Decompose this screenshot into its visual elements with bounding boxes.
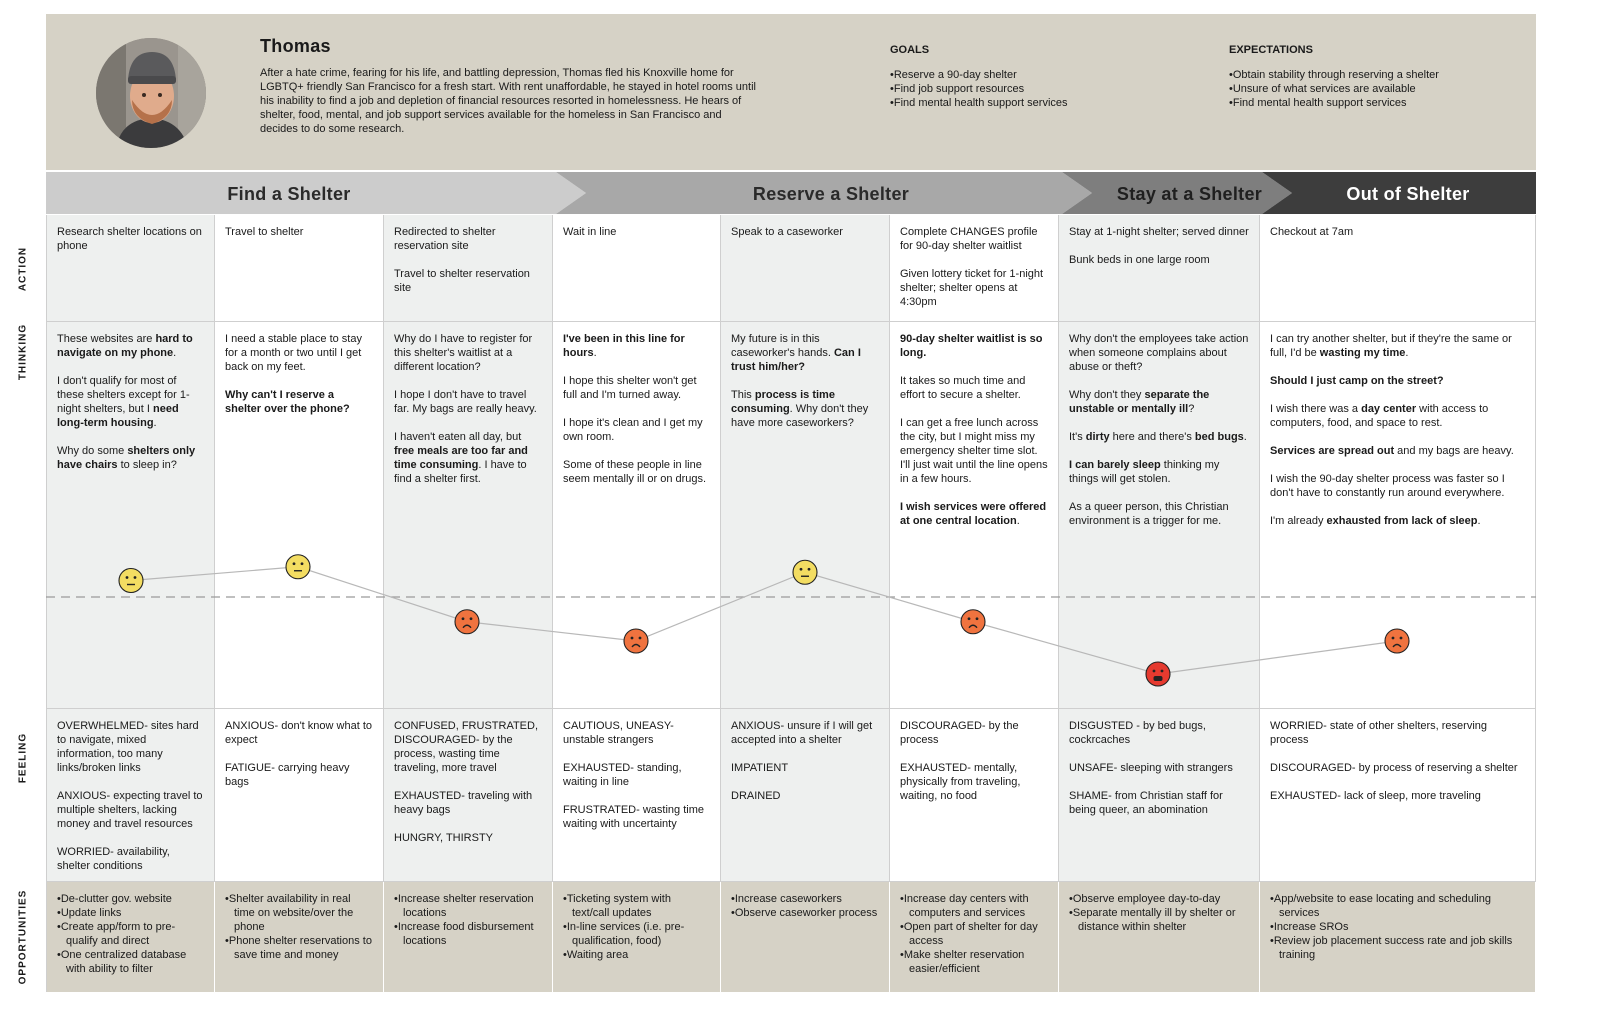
thinking-fragment: I hope it's clean and I get my own room. bbox=[563, 417, 703, 443]
opportunity-item: • Shelter availability in real time on website/over the phone bbox=[225, 892, 373, 934]
action-text: Travel to shelter reservation site bbox=[394, 268, 530, 294]
thinking-emphasis: exhausted from lack of sleep bbox=[1326, 515, 1478, 527]
opportunities-list bbox=[1069, 892, 1249, 934]
opportunities-cell bbox=[1059, 882, 1260, 992]
opportunities-cell bbox=[721, 882, 890, 992]
opportunities-list bbox=[1270, 892, 1525, 962]
opportunities-list bbox=[225, 892, 373, 962]
row-label-feeling: FEELING bbox=[17, 732, 29, 784]
thinking-text bbox=[394, 430, 542, 486]
thinking-fragment: Some of these people in line seem mentally ill or on drugs. bbox=[563, 459, 707, 485]
feeling-text: DISCOURAGED- by the process bbox=[900, 720, 1019, 746]
opportunities-list bbox=[563, 892, 710, 962]
opportunity-item: • Increase food disbursement locations bbox=[394, 920, 542, 948]
thinking-fragment: It takes so much time and effort to secure a shelter. bbox=[900, 375, 1026, 401]
row-label-opportunities: OPPORTUNITIES bbox=[17, 889, 29, 985]
thinking-text bbox=[57, 332, 204, 360]
thinking-text bbox=[394, 388, 542, 416]
thinking-fragment: I can get a free lunch across the city, but I might miss my emergency shelter time slot. I'll just wait until the line opens in a few hours. bbox=[900, 417, 1048, 485]
opportunity-item: • Create app/form to pre-qualify and direct bbox=[57, 920, 204, 948]
thinking-text bbox=[1270, 514, 1525, 528]
thinking-emphasis: I can barely sleep bbox=[1069, 459, 1161, 471]
thinking-text bbox=[394, 332, 542, 374]
feeling-text: HUNGRY, THIRSTY bbox=[394, 832, 494, 844]
opportunity-item: • De-clutter gov. website bbox=[57, 892, 204, 906]
thinking-text bbox=[1069, 458, 1249, 486]
persona-name: Thomas bbox=[260, 36, 331, 56]
opportunities-list bbox=[731, 892, 879, 920]
feeling-text: UNSAFE- sleeping with strangers bbox=[1069, 762, 1233, 774]
action-text: Speak to a caseworker bbox=[731, 226, 843, 238]
thinking-fragment: . bbox=[1477, 515, 1481, 527]
thinking-text bbox=[225, 388, 373, 416]
phase-find-a-shelter: Find a Shelter bbox=[227, 184, 351, 204]
feeling-text: OVERWHELMED- sites hard to navigate, mixed information, too many links/broken links bbox=[57, 720, 199, 774]
thinking-fragment: As a queer person, this Christian environment is a trigger for me. bbox=[1069, 501, 1229, 527]
action-cell bbox=[721, 215, 890, 322]
thinking-text bbox=[563, 374, 710, 402]
row-label-action: ACTION bbox=[17, 246, 29, 291]
opportunities-list bbox=[394, 892, 542, 948]
thinking-fragment: to sleep in? bbox=[117, 459, 177, 471]
opportunities-cell bbox=[890, 882, 1059, 992]
opportunities-cell bbox=[1260, 882, 1536, 992]
opportunity-item: • Review job placement success rate and job skills training bbox=[1270, 934, 1525, 962]
thinking-emphasis: I wish services were offered at one central location bbox=[900, 501, 1047, 527]
feeling-cell bbox=[1059, 708, 1260, 882]
thinking-emphasis: hard to navigate on my phone bbox=[57, 333, 193, 359]
opportunity-item: • Make shelter reservation easier/efficient bbox=[900, 948, 1048, 976]
action-cell bbox=[1059, 215, 1260, 322]
expectation-item: • Unsure of what services are available bbox=[1229, 82, 1529, 96]
thinking-emphasis: day center bbox=[1361, 403, 1417, 415]
thinking-emphasis: free meals are too far and time consuming bbox=[394, 445, 528, 471]
action-text: Research shelter locations on phone bbox=[57, 226, 202, 252]
opportunity-item: • One centralized database with ability to filter bbox=[57, 948, 204, 976]
opportunities-list bbox=[900, 892, 1048, 976]
feeling-text: ANXIOUS- unsure if I will get accepted into a shelter bbox=[731, 720, 873, 746]
thinking-fragment: Why do I have to register for this shelter's waitlist at a different location? bbox=[394, 333, 533, 373]
thinking-fragment: I hope this shelter won't get full and I'm turned away. bbox=[563, 375, 697, 401]
thinking-fragment: I wish the 90-day shelter process was faster so I don't have to constantly run around everywhere. bbox=[1270, 473, 1505, 499]
thinking-text bbox=[1069, 500, 1249, 528]
thinking-text bbox=[1270, 332, 1525, 360]
opportunity-item: • Open part of shelter for day access bbox=[900, 920, 1048, 948]
thinking-emphasis: bed bugs bbox=[1194, 431, 1244, 443]
thinking-emphasis: need long-term housing bbox=[57, 403, 179, 429]
action-text: Wait in line bbox=[563, 226, 617, 238]
goal-item: • Find job support resources bbox=[890, 82, 1210, 96]
opportunity-item: • Separate mentally ill by shelter or distance within shelter bbox=[1069, 906, 1249, 934]
thinking-cell bbox=[553, 322, 721, 708]
thinking-fragment: . bbox=[1016, 515, 1020, 527]
feeling-text: DISGUSTED - by bed bugs, cockrcaches bbox=[1069, 720, 1206, 746]
thinking-fragment: I hope I don't have to travel far. My bags are really heavy. bbox=[394, 389, 537, 415]
thinking-cell bbox=[721, 322, 890, 708]
thinking-text bbox=[57, 374, 204, 430]
thinking-text bbox=[1069, 388, 1249, 416]
thinking-fragment: I wish there was a bbox=[1270, 403, 1362, 415]
thinking-text bbox=[563, 332, 710, 360]
feeling-text: SHAME- from Christian staff for being queer, an abomination bbox=[1069, 790, 1223, 816]
thinking-fragment: . Why don't they have more caseworkers? bbox=[731, 403, 869, 429]
feeling-cell bbox=[1260, 708, 1536, 882]
action-cell bbox=[890, 215, 1059, 322]
feeling-text: FRUSTRATED- wasting time waiting with uncertainty bbox=[563, 804, 704, 830]
thinking-emphasis: Why can't I reserve a shelter over the phone? bbox=[225, 389, 350, 415]
action-text: Redirected to shelter reservation site bbox=[394, 226, 496, 252]
thinking-cell bbox=[1260, 322, 1536, 708]
thinking-text bbox=[731, 388, 879, 430]
feeling-text: IMPATIENT bbox=[731, 762, 789, 774]
feeling-cell bbox=[384, 708, 553, 882]
action-cell bbox=[215, 215, 384, 322]
feeling-text: WORRIED- availability, shelter conditions bbox=[57, 846, 170, 872]
feeling-text: DRAINED bbox=[731, 790, 781, 802]
thinking-emphasis: dirty bbox=[1085, 431, 1110, 443]
thinking-text bbox=[563, 458, 710, 486]
action-text: Bunk beds in one large room bbox=[1069, 254, 1210, 266]
opportunity-item: • Observe employee day-to-day bbox=[1069, 892, 1249, 906]
action-text: Checkout at 7am bbox=[1270, 226, 1354, 238]
thinking-emphasis: shelters only have chairs bbox=[57, 445, 196, 471]
thinking-fragment: ? bbox=[1188, 403, 1195, 415]
opportunities-cell bbox=[553, 882, 721, 992]
thinking-fragment: . bbox=[173, 347, 177, 359]
thinking-fragment: . bbox=[1243, 431, 1247, 443]
thinking-emphasis: wasting my time bbox=[1319, 347, 1406, 359]
thinking-emphasis: Can I trust him/her? bbox=[731, 347, 861, 373]
feeling-text: EXHAUSTED- mentally, physically from traveling, waiting, no food bbox=[900, 762, 1021, 802]
phase-stay-at-a-shelter: Stay at a Shelter bbox=[1116, 184, 1263, 204]
thinking-fragment: . I have to find a shelter first. bbox=[394, 459, 527, 485]
thinking-cell bbox=[46, 322, 215, 708]
action-text: Given lottery ticket for 1-night shelter; shelter opens at 4:30pm bbox=[900, 268, 1044, 308]
thinking-text bbox=[225, 332, 373, 374]
feeling-text: EXHAUSTED- traveling with heavy bags bbox=[394, 790, 533, 816]
thinking-text bbox=[1069, 430, 1249, 444]
thinking-cell bbox=[384, 322, 553, 708]
thinking-fragment: Why don't the employees take action when someone complains about abuse or theft? bbox=[1069, 333, 1249, 373]
thinking-text bbox=[1069, 332, 1249, 374]
action-text: Stay at 1-night shelter; served dinner bbox=[1069, 226, 1249, 238]
thinking-cell bbox=[1059, 322, 1260, 708]
opportunity-item: • Increase SROs bbox=[1270, 920, 1525, 934]
thinking-fragment: I don't qualify for most of these shelters except for 1-night shelters, but I bbox=[57, 375, 190, 415]
opportunities-list bbox=[57, 892, 204, 976]
thinking-fragment: These websites are bbox=[57, 333, 156, 345]
thinking-fragment: thinking my things will get stolen. bbox=[1069, 459, 1220, 485]
persona-bio: After a hate crime, fearing for his life, and battling depression, Thomas fled his Knoxville home for LGBTQ+ friendly San Francisco for a fresh start. With rent unaffordable, he stayed in hotel rooms until his inability to find a job and depletion of financial resources resorted in homelessness. He hears of shelter, food, mental, and job support services available for the homeless in San Francisco and decides to do some research. bbox=[260, 67, 756, 135]
opportunity-item: • Update links bbox=[57, 906, 204, 920]
phase-out-of-shelter: Out of Shelter bbox=[1346, 184, 1470, 204]
expectation-item: • Obtain stability through reserving a shelter bbox=[1229, 68, 1529, 82]
opportunity-item: • Increase shelter reservation locations bbox=[394, 892, 542, 920]
feeling-cell bbox=[553, 708, 721, 882]
thinking-fragment: . bbox=[593, 347, 597, 359]
opportunity-item: • Increase caseworkers bbox=[731, 892, 879, 906]
feeling-text: EXHAUSTED- standing, waiting in line bbox=[563, 762, 682, 788]
thinking-fragment: here and there's bbox=[1109, 431, 1195, 443]
thinking-text bbox=[1270, 374, 1525, 388]
row-label-thinking: THINKING bbox=[17, 323, 29, 381]
thinking-fragment: I need a stable place to stay for a month or two until I get back on my feet. bbox=[225, 333, 362, 373]
opportunity-item: • Phone shelter reservations to save time and money bbox=[225, 934, 373, 962]
thinking-fragment: with access to computers, food, and space to rest. bbox=[1270, 403, 1489, 429]
feeling-text: FATIGUE- carrying heavy bags bbox=[225, 762, 350, 788]
feeling-text: DISCOURAGED- by process of reserving a shelter bbox=[1270, 762, 1518, 774]
thinking-emphasis: Should I just camp on the street? bbox=[1270, 375, 1444, 387]
thinking-emphasis: 90-day shelter waitlist is so long. bbox=[900, 333, 1043, 359]
opportunity-item: • Ticketing system with text/call updates bbox=[563, 892, 710, 920]
thinking-cell bbox=[890, 322, 1059, 708]
opportunities-cell bbox=[384, 882, 553, 992]
goals-title: GOALS bbox=[890, 44, 930, 56]
goal-item: • Find mental health support services bbox=[890, 96, 1210, 110]
opportunity-item: • Increase day centers with computers and services bbox=[900, 892, 1048, 920]
feeling-cell bbox=[46, 708, 215, 882]
thinking-fragment: It's bbox=[1069, 431, 1086, 443]
goal-item: • Reserve a 90-day shelter bbox=[890, 68, 1210, 82]
thinking-emphasis: I've been in this line for hours bbox=[563, 333, 685, 359]
thinking-text bbox=[57, 444, 204, 472]
thinking-text bbox=[900, 374, 1048, 402]
thinking-text bbox=[1270, 402, 1525, 430]
thinking-text bbox=[563, 416, 710, 444]
feeling-cell bbox=[721, 708, 890, 882]
thinking-fragment: . bbox=[1405, 347, 1409, 359]
action-cell bbox=[1260, 215, 1536, 322]
thinking-fragment: I haven't eaten all day, but bbox=[394, 431, 522, 443]
thinking-fragment: I can try another shelter, but if they're the same or full, I'd be bbox=[1270, 333, 1512, 359]
action-text: Travel to shelter bbox=[225, 226, 304, 238]
thinking-text bbox=[900, 332, 1048, 360]
feeling-text: EXHAUSTED- lack of sleep, more traveling bbox=[1270, 790, 1481, 802]
thinking-cell bbox=[215, 322, 384, 708]
action-cell bbox=[553, 215, 721, 322]
action-cell bbox=[46, 215, 215, 322]
opportunities-cell bbox=[46, 882, 215, 992]
expectation-item: • Find mental health support services bbox=[1229, 96, 1529, 110]
opportunities-cell bbox=[215, 882, 384, 992]
thinking-text bbox=[731, 332, 879, 374]
opportunity-item: • Waiting area bbox=[563, 948, 710, 962]
opportunity-item: • In-line services (i.e. pre-qualification, food) bbox=[563, 920, 710, 948]
phase-reserve-a-shelter: Reserve a Shelter bbox=[752, 184, 910, 204]
opportunity-item: • Observe caseworker process bbox=[731, 906, 879, 920]
thinking-text bbox=[1270, 472, 1525, 500]
feeling-text: ANXIOUS- expecting travel to multiple shelters, lacking money and travel resources bbox=[57, 790, 203, 830]
thinking-fragment: I'm already bbox=[1270, 515, 1327, 527]
thinking-fragment: My future is in this caseworker's hands. bbox=[731, 333, 834, 359]
action-cell bbox=[384, 215, 553, 322]
feeling-text: CAUTIOUS, UNEASY- unstable strangers bbox=[563, 720, 674, 746]
opportunity-item: • App/website to ease locating and scheduling services bbox=[1270, 892, 1525, 920]
thinking-emphasis: separate the unstable or mentally ill bbox=[1069, 389, 1210, 415]
thinking-fragment: and my bags are heavy. bbox=[1394, 445, 1514, 457]
feeling-cell bbox=[215, 708, 384, 882]
thinking-emphasis: process is time consuming bbox=[731, 389, 835, 415]
thinking-fragment: This bbox=[731, 389, 755, 401]
feeling-cell bbox=[890, 708, 1059, 882]
thinking-text bbox=[900, 500, 1048, 528]
thinking-emphasis: Services are spread out bbox=[1270, 445, 1395, 457]
thinking-text bbox=[900, 416, 1048, 486]
thinking-fragment: Why do some bbox=[57, 445, 128, 457]
thinking-text bbox=[1270, 444, 1525, 458]
action-text: Complete CHANGES profile for 90-day shelter waitlist bbox=[900, 226, 1038, 252]
feeling-text: WORRIED- state of other shelters, reserving process bbox=[1270, 720, 1488, 746]
thinking-fragment: . bbox=[153, 417, 157, 429]
feeling-text: ANXIOUS- don't know what to expect bbox=[225, 720, 372, 746]
thinking-fragment: Why don't they bbox=[1069, 389, 1145, 401]
expectations-title: EXPECTATIONS bbox=[1229, 44, 1313, 56]
feeling-text: CONFUSED, FRUSTRATED, DISCOURAGED- by the process, wasting time traveling, more travel bbox=[394, 720, 539, 774]
